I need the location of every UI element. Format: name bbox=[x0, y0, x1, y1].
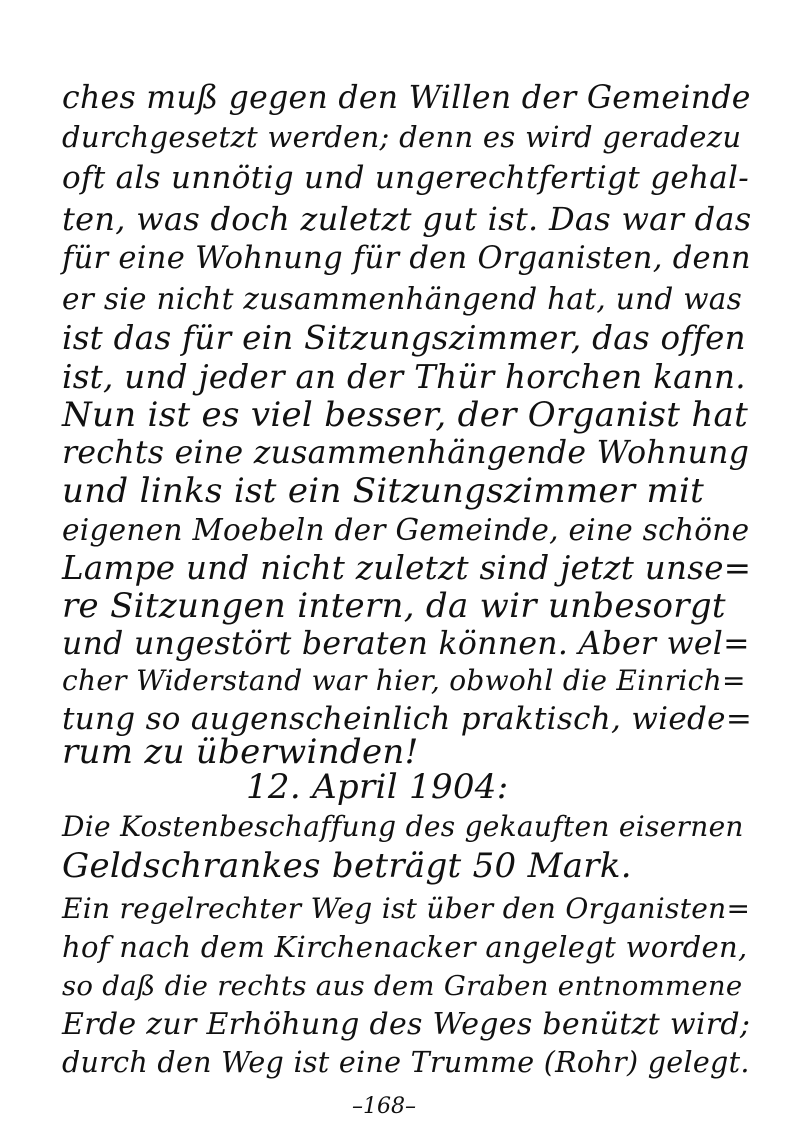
text-line: ten, was doch zuletzt gut ist. Das war das bbox=[62, 200, 752, 238]
text-line: Lampe und nicht zuletzt sind jetzt unse= bbox=[62, 549, 752, 587]
text-line: oft als unnötig und ungerechtfertigt gehal- bbox=[62, 160, 750, 196]
text-line: Nun ist es viel besser, der Organist hat bbox=[62, 395, 749, 435]
text-line: durchgesetzt werden; denn es wird geradezu bbox=[62, 120, 742, 154]
text-line: für eine Wohnung für den Organisten, denn bbox=[62, 241, 751, 276]
text-line: cher Widerstand war hier, obwohl die Einrich= bbox=[62, 664, 746, 697]
text-line: und links ist ein Sitzungszimmer mit bbox=[62, 471, 705, 511]
text-line: Die Kostenbeschaffung des gekauften eisernen bbox=[62, 810, 744, 843]
text-line: Erde zur Erhöhung des Weges benützt wird; bbox=[62, 1007, 751, 1042]
text-line: und ungestört beraten können. Aber wel= bbox=[62, 626, 750, 662]
text-line: so daß die rechts aus dem Graben entnommene bbox=[62, 970, 743, 1002]
text-line: er sie nicht zusammenhängend hat, und was bbox=[62, 282, 743, 316]
text-line: re Sitzungen intern, da wir unbesorgt bbox=[62, 586, 726, 626]
text-line: hof nach dem Kirchenacker angelegt worden, bbox=[62, 930, 748, 964]
date-heading: 12. April 1904: bbox=[246, 767, 509, 807]
text-line: ist, und jeder an der Thür horchen kann. bbox=[62, 358, 746, 396]
text-line: Geldschrankes beträgt 50 Mark. bbox=[62, 846, 632, 886]
text-line: rechts eine zusammenhängende Wohnung bbox=[62, 435, 750, 471]
page-number: –168– bbox=[352, 1094, 416, 1119]
text-line: Ein regelrechter Weg ist über den Organisten= bbox=[62, 892, 751, 925]
text-line: rum zu überwinden! bbox=[62, 732, 419, 772]
text-line: tung so augenscheinlich praktisch, wiede= bbox=[62, 701, 753, 737]
text-line: ist das für ein Sitzungszimmer, das offen bbox=[62, 319, 746, 357]
text-line: durch den Weg ist eine Trumme (Rohr) gelegt. bbox=[62, 1046, 750, 1079]
text-line: ches muß gegen den Willen der Gemeinde bbox=[62, 80, 751, 116]
text-line: eigenen Moebeln der Gemeinde, eine schöne bbox=[62, 513, 750, 547]
